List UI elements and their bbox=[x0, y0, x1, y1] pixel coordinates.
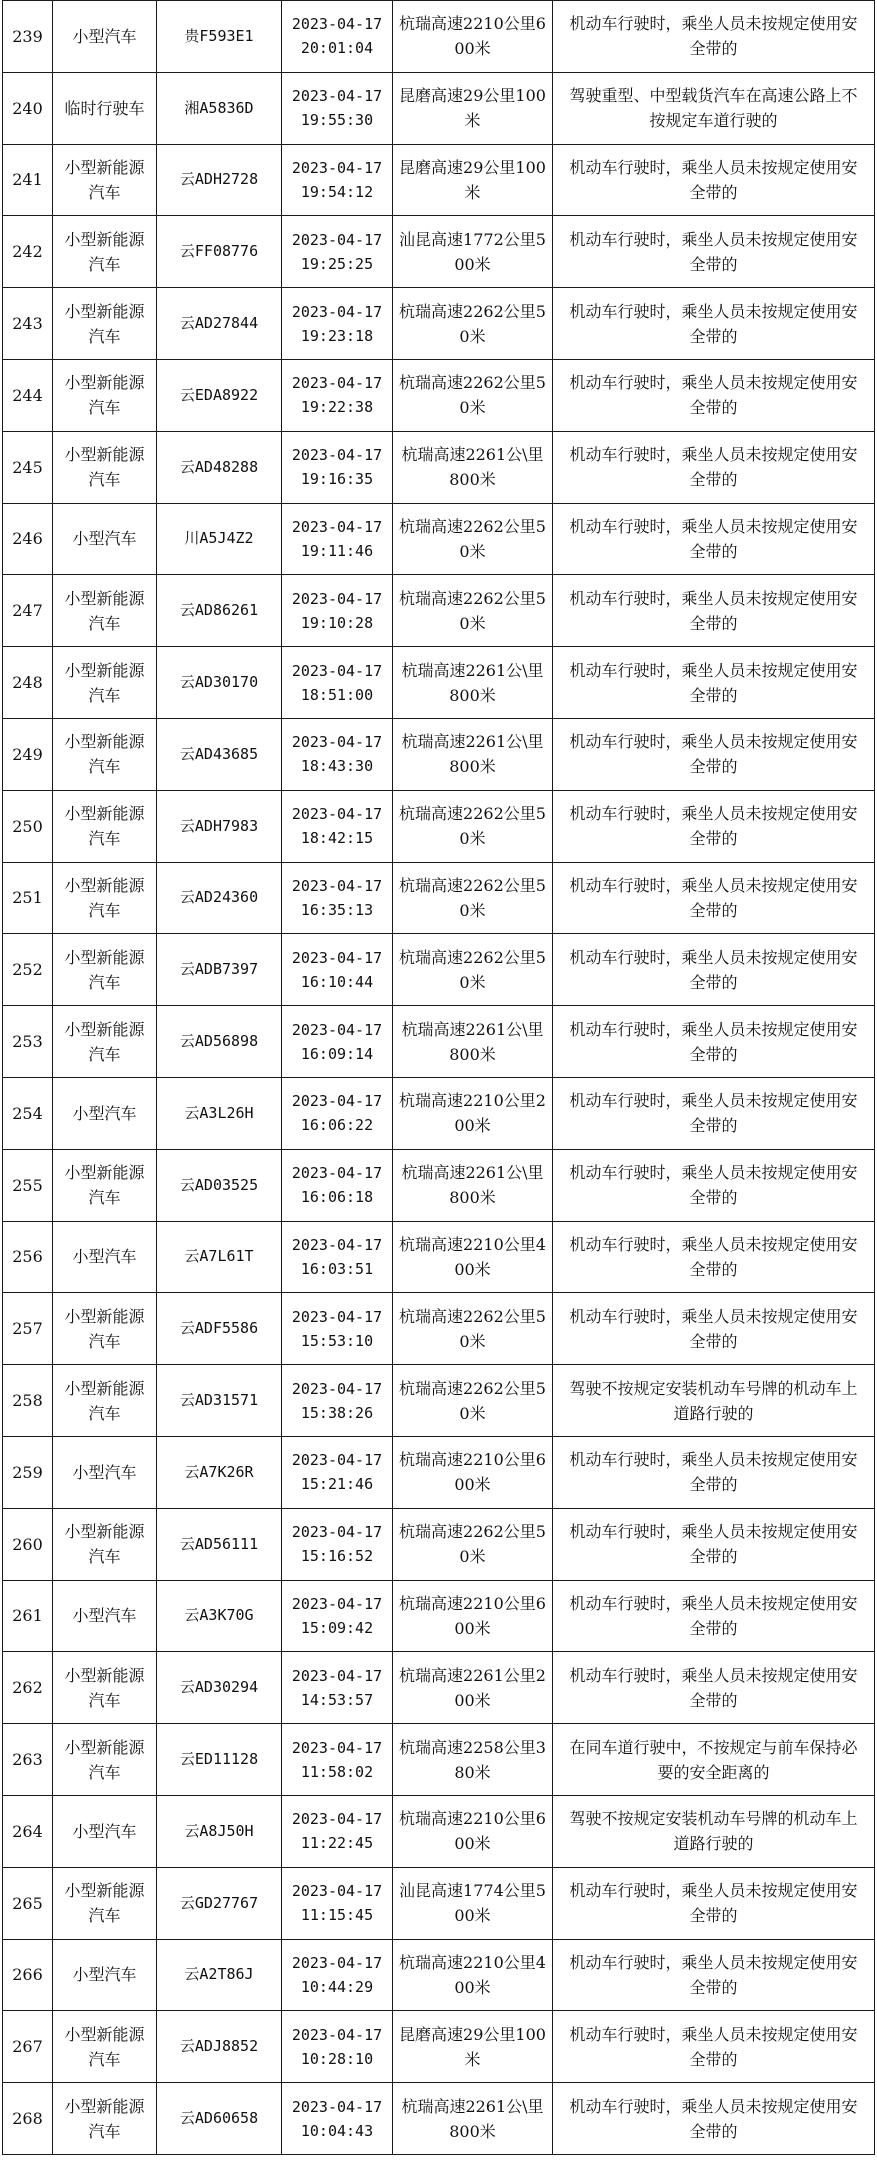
table-row bbox=[3, 72, 875, 144]
vehicle-type: 小型汽车 bbox=[53, 1795, 157, 1867]
violation-location: 杭瑞高速2258公里380米 bbox=[393, 1724, 553, 1796]
plate-number: 云AD24360 bbox=[157, 862, 282, 934]
violation-description: 机动车行驶时，乘坐人员未按规定使用安全带的 bbox=[553, 1077, 875, 1149]
row-number: 246 bbox=[3, 503, 53, 575]
violation-location: 杭瑞高速2210公里400米 bbox=[393, 1221, 553, 1293]
violation-description: 机动车行驶时，乘坐人员未按规定使用安全带的 bbox=[553, 359, 875, 431]
row-number: 268 bbox=[3, 2083, 53, 2155]
table-row bbox=[3, 288, 875, 360]
violation-location: 汕昆高速1772公里500米 bbox=[393, 216, 553, 288]
table-row bbox=[3, 934, 875, 1006]
vehicle-type: 小型汽车 bbox=[53, 1, 157, 73]
vehicle-type: 小型新能源汽车 bbox=[53, 862, 157, 934]
violation-description: 机动车行驶时，乘坐人员未按规定使用安全带的 bbox=[553, 144, 875, 216]
violation-description: 驾驶不按规定安装机动车号牌的机动车上道路行驶的 bbox=[553, 1365, 875, 1437]
table-row bbox=[3, 1939, 875, 2011]
table-row bbox=[3, 1149, 875, 1221]
violation-time: 2023-04-17 16:10:44 bbox=[282, 934, 393, 1006]
violation-table bbox=[2, 0, 875, 2155]
violation-description: 机动车行驶时，乘坐人员未按规定使用安全带的 bbox=[553, 1, 875, 73]
table-row bbox=[3, 144, 875, 216]
vehicle-type: 小型新能源汽车 bbox=[53, 144, 157, 216]
violation-time: 2023-04-17 18:43:30 bbox=[282, 718, 393, 790]
row-number: 262 bbox=[3, 1652, 53, 1724]
row-number: 239 bbox=[3, 1, 53, 73]
violation-time: 2023-04-17 15:21:46 bbox=[282, 1436, 393, 1508]
violation-location: 昆磨高速29公里100米 bbox=[393, 2011, 553, 2083]
violation-time: 2023-04-17 18:42:15 bbox=[282, 790, 393, 862]
violation-description: 机动车行驶时，乘坐人员未按规定使用安全带的 bbox=[553, 216, 875, 288]
violation-location: 昆磨高速29公里100米 bbox=[393, 144, 553, 216]
violation-location: 杭瑞高速2262公里50米 bbox=[393, 288, 553, 360]
vehicle-type: 小型汽车 bbox=[53, 1939, 157, 2011]
violation-time: 2023-04-17 16:06:18 bbox=[282, 1149, 393, 1221]
vehicle-type: 小型新能源汽车 bbox=[53, 575, 157, 647]
vehicle-type: 小型新能源汽车 bbox=[53, 1867, 157, 1939]
violation-time: 2023-04-17 15:16:52 bbox=[282, 1508, 393, 1580]
table-row bbox=[3, 1724, 875, 1796]
table-row bbox=[3, 1221, 875, 1293]
violation-time: 2023-04-17 19:16:35 bbox=[282, 431, 393, 503]
plate-number: 云AD60658 bbox=[157, 2083, 282, 2155]
vehicle-type: 小型新能源汽车 bbox=[53, 359, 157, 431]
violation-time: 2023-04-17 19:25:25 bbox=[282, 216, 393, 288]
vehicle-type: 临时行驶车 bbox=[53, 72, 157, 144]
violation-description: 机动车行驶时，乘坐人员未按规定使用安全带的 bbox=[553, 934, 875, 1006]
table-row bbox=[3, 575, 875, 647]
violation-location: 杭瑞高速2261公\里800米 bbox=[393, 431, 553, 503]
violation-time: 2023-04-17 15:53:10 bbox=[282, 1293, 393, 1365]
violation-description: 机动车行驶时，乘坐人员未按规定使用安全带的 bbox=[553, 1006, 875, 1078]
vehicle-type: 小型新能源汽车 bbox=[53, 647, 157, 719]
violation-location: 杭瑞高速2261公\里800米 bbox=[393, 1006, 553, 1078]
violation-table-body bbox=[3, 1, 875, 2155]
violation-location: 杭瑞高速2210公里600米 bbox=[393, 1436, 553, 1508]
plate-number: 云ADF5586 bbox=[157, 1293, 282, 1365]
table-row bbox=[3, 1867, 875, 1939]
vehicle-type: 小型汽车 bbox=[53, 1077, 157, 1149]
violation-time: 2023-04-17 10:28:10 bbox=[282, 2011, 393, 2083]
violation-location: 杭瑞高速2262公里50米 bbox=[393, 1365, 553, 1437]
plate-number: 云AD43685 bbox=[157, 718, 282, 790]
plate-number: 云A2T86J bbox=[157, 1939, 282, 2011]
violation-time: 2023-04-17 16:06:22 bbox=[282, 1077, 393, 1149]
violation-time: 2023-04-17 11:22:45 bbox=[282, 1795, 393, 1867]
row-number: 240 bbox=[3, 72, 53, 144]
row-number: 252 bbox=[3, 934, 53, 1006]
violation-location: 杭瑞高速2210公里600米 bbox=[393, 1580, 553, 1652]
violation-description: 机动车行驶时，乘坐人员未按规定使用安全带的 bbox=[553, 1867, 875, 1939]
plate-number: 云A3K70G bbox=[157, 1580, 282, 1652]
violation-time: 2023-04-17 16:03:51 bbox=[282, 1221, 393, 1293]
vehicle-type: 小型新能源汽车 bbox=[53, 1149, 157, 1221]
table-row bbox=[3, 2083, 875, 2155]
table-row bbox=[3, 862, 875, 934]
row-number: 260 bbox=[3, 1508, 53, 1580]
violation-time: 2023-04-17 19:11:46 bbox=[282, 503, 393, 575]
table-row bbox=[3, 1077, 875, 1149]
vehicle-type: 小型新能源汽车 bbox=[53, 1365, 157, 1437]
plate-number: 云AD48288 bbox=[157, 431, 282, 503]
plate-number: 云A8J50H bbox=[157, 1795, 282, 1867]
vehicle-type: 小型新能源汽车 bbox=[53, 1652, 157, 1724]
vehicle-type: 小型新能源汽车 bbox=[53, 1006, 157, 1078]
violation-location: 杭瑞高速2262公里50米 bbox=[393, 934, 553, 1006]
row-number: 244 bbox=[3, 359, 53, 431]
plate-number: 云FF08776 bbox=[157, 216, 282, 288]
vehicle-type: 小型新能源汽车 bbox=[53, 288, 157, 360]
plate-number: 云AD30294 bbox=[157, 1652, 282, 1724]
vehicle-type: 小型新能源汽车 bbox=[53, 1724, 157, 1796]
row-number: 250 bbox=[3, 790, 53, 862]
violation-description: 机动车行驶时，乘坐人员未按规定使用安全带的 bbox=[553, 1580, 875, 1652]
violation-time: 2023-04-17 11:58:02 bbox=[282, 1724, 393, 1796]
row-number: 267 bbox=[3, 2011, 53, 2083]
violation-time: 2023-04-17 19:54:12 bbox=[282, 144, 393, 216]
violation-location: 杭瑞高速2262公里50米 bbox=[393, 575, 553, 647]
plate-number: 云AD30170 bbox=[157, 647, 282, 719]
violation-location: 昆磨高速29公里100米 bbox=[393, 72, 553, 144]
plate-number: 湘A5836D bbox=[157, 72, 282, 144]
violation-description: 机动车行驶时，乘坐人员未按规定使用安全带的 bbox=[553, 862, 875, 934]
plate-number: 云A3L26H bbox=[157, 1077, 282, 1149]
row-number: 247 bbox=[3, 575, 53, 647]
violation-description: 机动车行驶时，乘坐人员未按规定使用安全带的 bbox=[553, 575, 875, 647]
violation-description: 机动车行驶时，乘坐人员未按规定使用安全带的 bbox=[553, 2011, 875, 2083]
row-number: 261 bbox=[3, 1580, 53, 1652]
row-number: 241 bbox=[3, 144, 53, 216]
table-row bbox=[3, 1652, 875, 1724]
violation-location: 杭瑞高速2262公里50米 bbox=[393, 503, 553, 575]
violation-time: 2023-04-17 19:55:30 bbox=[282, 72, 393, 144]
violation-location: 杭瑞高速2261公\里800米 bbox=[393, 2083, 553, 2155]
vehicle-type: 小型新能源汽车 bbox=[53, 431, 157, 503]
violation-location: 杭瑞高速2262公里50米 bbox=[393, 359, 553, 431]
violation-description: 机动车行驶时，乘坐人员未按规定使用安全带的 bbox=[553, 2083, 875, 2155]
vehicle-type: 小型汽车 bbox=[53, 1580, 157, 1652]
vehicle-type: 小型新能源汽车 bbox=[53, 790, 157, 862]
vehicle-type: 小型汽车 bbox=[53, 1221, 157, 1293]
table-row bbox=[3, 1580, 875, 1652]
table-row bbox=[3, 1795, 875, 1867]
violation-description: 机动车行驶时，乘坐人员未按规定使用安全带的 bbox=[553, 288, 875, 360]
table-row bbox=[3, 790, 875, 862]
violation-time: 2023-04-17 20:01:04 bbox=[282, 1, 393, 73]
violation-location: 杭瑞高速2210公里200米 bbox=[393, 1077, 553, 1149]
violation-location: 杭瑞高速2210公里400米 bbox=[393, 1939, 553, 2011]
violation-time: 2023-04-17 18:51:00 bbox=[282, 647, 393, 719]
violation-time: 2023-04-17 19:22:38 bbox=[282, 359, 393, 431]
row-number: 264 bbox=[3, 1795, 53, 1867]
row-number: 265 bbox=[3, 1867, 53, 1939]
violation-time: 2023-04-17 11:15:45 bbox=[282, 1867, 393, 1939]
plate-number: 云AD86261 bbox=[157, 575, 282, 647]
violation-description: 驾驶重型、中型载货汽车在高速公路上不按规定车道行驶的 bbox=[553, 72, 875, 144]
violation-description: 机动车行驶时，乘坐人员未按规定使用安全带的 bbox=[553, 790, 875, 862]
table-row bbox=[3, 503, 875, 575]
vehicle-type: 小型新能源汽车 bbox=[53, 718, 157, 790]
row-number: 248 bbox=[3, 647, 53, 719]
violation-location: 杭瑞高速2261公\里800米 bbox=[393, 647, 553, 719]
violation-location: 杭瑞高速2210公里600米 bbox=[393, 1, 553, 73]
row-number: 243 bbox=[3, 288, 53, 360]
table-row bbox=[3, 718, 875, 790]
violation-description: 机动车行驶时，乘坐人员未按规定使用安全带的 bbox=[553, 431, 875, 503]
table-row bbox=[3, 1436, 875, 1508]
violation-description: 机动车行驶时，乘坐人员未按规定使用安全带的 bbox=[553, 1221, 875, 1293]
violation-location: 杭瑞高速2261公里200米 bbox=[393, 1652, 553, 1724]
violation-location: 杭瑞高速2261公\里800米 bbox=[393, 1149, 553, 1221]
vehicle-type: 小型新能源汽车 bbox=[53, 2083, 157, 2155]
table-row bbox=[3, 2011, 875, 2083]
plate-number: 云AD27844 bbox=[157, 288, 282, 360]
violation-location: 杭瑞高速2210公里600米 bbox=[393, 1795, 553, 1867]
violation-description: 机动车行驶时，乘坐人员未按规定使用安全带的 bbox=[553, 647, 875, 719]
violation-description: 机动车行驶时，乘坐人员未按规定使用安全带的 bbox=[553, 1293, 875, 1365]
plate-number: 云ADB7397 bbox=[157, 934, 282, 1006]
table-row bbox=[3, 1365, 875, 1437]
plate-number: 云ADJ8852 bbox=[157, 2011, 282, 2083]
violation-time: 2023-04-17 19:23:18 bbox=[282, 288, 393, 360]
violation-location: 杭瑞高速2262公里50米 bbox=[393, 1508, 553, 1580]
table-row bbox=[3, 1293, 875, 1365]
row-number: 249 bbox=[3, 718, 53, 790]
violation-description: 机动车行驶时，乘坐人员未按规定使用安全带的 bbox=[553, 1652, 875, 1724]
violation-description: 机动车行驶时，乘坐人员未按规定使用安全带的 bbox=[553, 503, 875, 575]
row-number: 245 bbox=[3, 431, 53, 503]
row-number: 251 bbox=[3, 862, 53, 934]
table-row bbox=[3, 216, 875, 288]
plate-number: 云A7K26R bbox=[157, 1436, 282, 1508]
violation-time: 2023-04-17 14:53:57 bbox=[282, 1652, 393, 1724]
row-number: 257 bbox=[3, 1293, 53, 1365]
row-number: 253 bbox=[3, 1006, 53, 1078]
vehicle-type: 小型新能源汽车 bbox=[53, 216, 157, 288]
row-number: 242 bbox=[3, 216, 53, 288]
row-number: 258 bbox=[3, 1365, 53, 1437]
row-number: 259 bbox=[3, 1436, 53, 1508]
violation-time: 2023-04-17 19:10:28 bbox=[282, 575, 393, 647]
row-number: 263 bbox=[3, 1724, 53, 1796]
plate-number: 云ADH7983 bbox=[157, 790, 282, 862]
vehicle-type: 小型新能源汽车 bbox=[53, 1293, 157, 1365]
violation-time: 2023-04-17 10:44:29 bbox=[282, 1939, 393, 2011]
plate-number: 云AD56111 bbox=[157, 1508, 282, 1580]
table-row bbox=[3, 1508, 875, 1580]
violation-location: 杭瑞高速2262公里50米 bbox=[393, 862, 553, 934]
violation-description: 机动车行驶时，乘坐人员未按规定使用安全带的 bbox=[553, 1149, 875, 1221]
violation-time: 2023-04-17 15:09:42 bbox=[282, 1580, 393, 1652]
table-row bbox=[3, 359, 875, 431]
violation-description: 驾驶不按规定安装机动车号牌的机动车上道路行驶的 bbox=[553, 1795, 875, 1867]
vehicle-type: 小型汽车 bbox=[53, 503, 157, 575]
table-row bbox=[3, 647, 875, 719]
row-number: 255 bbox=[3, 1149, 53, 1221]
plate-number: 云AD03525 bbox=[157, 1149, 282, 1221]
violation-time: 2023-04-17 16:09:14 bbox=[282, 1006, 393, 1078]
table-row bbox=[3, 431, 875, 503]
table-row bbox=[3, 1006, 875, 1078]
violation-time: 2023-04-17 10:04:43 bbox=[282, 2083, 393, 2155]
violation-description: 机动车行驶时，乘坐人员未按规定使用安全带的 bbox=[553, 718, 875, 790]
violation-description: 机动车行驶时，乘坐人员未按规定使用安全带的 bbox=[553, 1436, 875, 1508]
violation-location: 杭瑞高速2262公里50米 bbox=[393, 1293, 553, 1365]
plate-number: 云A7L61T bbox=[157, 1221, 282, 1293]
vehicle-type: 小型新能源汽车 bbox=[53, 934, 157, 1006]
violation-location: 杭瑞高速2261公\里800米 bbox=[393, 718, 553, 790]
violation-description: 机动车行驶时，乘坐人员未按规定使用安全带的 bbox=[553, 1508, 875, 1580]
plate-number: 贵F593E1 bbox=[157, 1, 282, 73]
plate-number: 云AD31571 bbox=[157, 1365, 282, 1437]
vehicle-type: 小型新能源汽车 bbox=[53, 1508, 157, 1580]
violation-location: 杭瑞高速2262公里50米 bbox=[393, 790, 553, 862]
plate-number: 云AD56898 bbox=[157, 1006, 282, 1078]
row-number: 266 bbox=[3, 1939, 53, 2011]
violation-description: 机动车行驶时，乘坐人员未按规定使用安全带的 bbox=[553, 1939, 875, 2011]
plate-number: 云ADH2728 bbox=[157, 144, 282, 216]
row-number: 254 bbox=[3, 1077, 53, 1149]
row-number: 256 bbox=[3, 1221, 53, 1293]
plate-number: 云GD27767 bbox=[157, 1867, 282, 1939]
violation-location: 汕昆高速1774公里500米 bbox=[393, 1867, 553, 1939]
vehicle-type: 小型新能源汽车 bbox=[53, 2011, 157, 2083]
table-row bbox=[3, 1, 875, 73]
plate-number: 川A5J4Z2 bbox=[157, 503, 282, 575]
plate-number: 云EDA8922 bbox=[157, 359, 282, 431]
vehicle-type: 小型汽车 bbox=[53, 1436, 157, 1508]
plate-number: 云ED11128 bbox=[157, 1724, 282, 1796]
violation-description: 在同车道行驶中，不按规定与前车保持必要的安全距离的 bbox=[553, 1724, 875, 1796]
violation-time: 2023-04-17 15:38:26 bbox=[282, 1365, 393, 1437]
violation-time: 2023-04-17 16:35:13 bbox=[282, 862, 393, 934]
